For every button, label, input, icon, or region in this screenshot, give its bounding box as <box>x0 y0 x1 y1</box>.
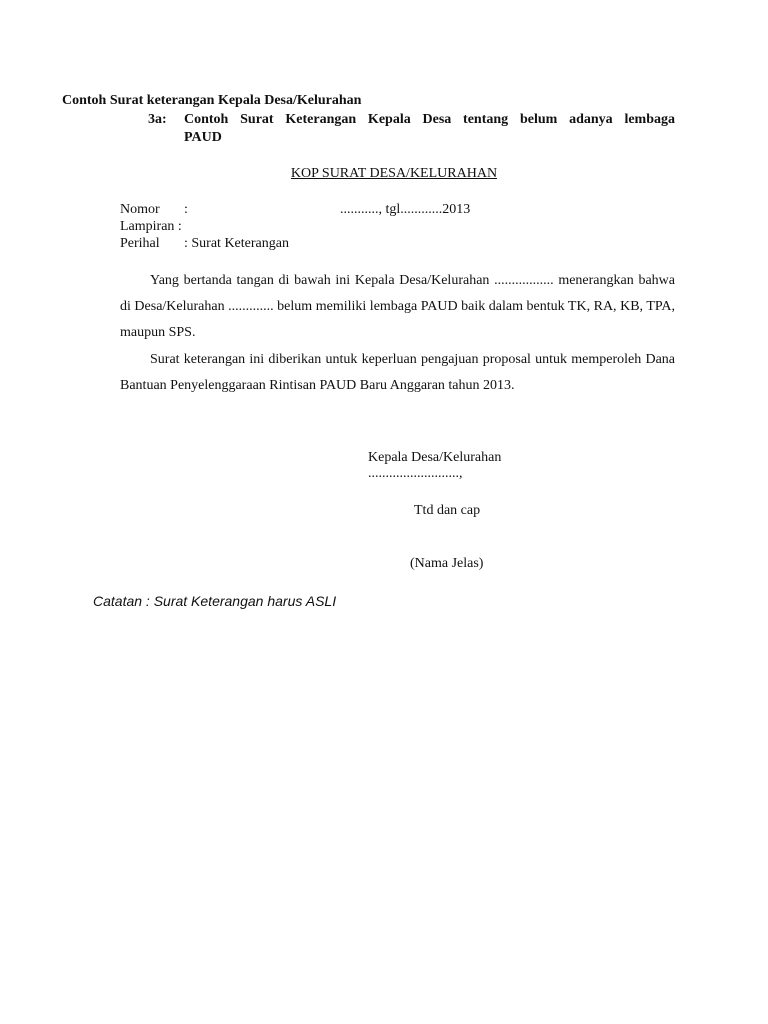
lampiran-label: Lampiran : <box>120 219 182 234</box>
body-paragraph-1 <box>120 268 675 346</box>
section-number: 3a: <box>148 112 167 127</box>
nomor-label: Nomor <box>120 202 160 217</box>
body-paragraph-2 <box>120 347 675 399</box>
signature-stamp-label: Ttd dan cap <box>414 503 481 518</box>
body-paragraph-1-text: Yang bertanda tangan di bawah ini Kepala Desa/Kelurahan ................. menerangkan bahwa di Desa/Kelurahan ............. belum memiliki lembaga PAUD baik dalam bentuk TK, RA, KB, TPA, maupun SPS. <box>120 273 675 340</box>
letterhead-title <box>0 166 768 182</box>
document-heading: Contoh Surat keterangan Kepala Desa/Kelurahan <box>62 93 362 108</box>
signature-title: Kepala Desa/Kelurahan <box>368 450 502 465</box>
footnote: Catatan : Surat Keterangan harus ASLI <box>93 593 337 609</box>
signature-name: (Nama Jelas) <box>410 556 484 571</box>
section-title-line1: Contoh Surat Keterangan Kepala Desa tentang belum adanya lembaga <box>184 112 675 127</box>
perihal-label: Perihal <box>120 236 160 251</box>
section-title-line2: PAUD <box>184 130 222 145</box>
letter-date: ..........., tgl............2013 <box>340 202 471 217</box>
body-paragraph-2-text: Surat keterangan ini diberikan untuk keperluan pengajuan proposal untuk memperoleh Dana Bantuan Penyelenggaraan Rintisan PAUD Baru Anggaran tahun 2013. <box>120 352 675 393</box>
perihal-value: : Surat Keterangan <box>184 236 289 251</box>
letterhead-text: KOP SURAT DESA/KELURAHAN <box>290 166 498 181</box>
nomor-colon: : <box>184 202 188 217</box>
signature-place-dots: .........................., <box>368 466 463 481</box>
